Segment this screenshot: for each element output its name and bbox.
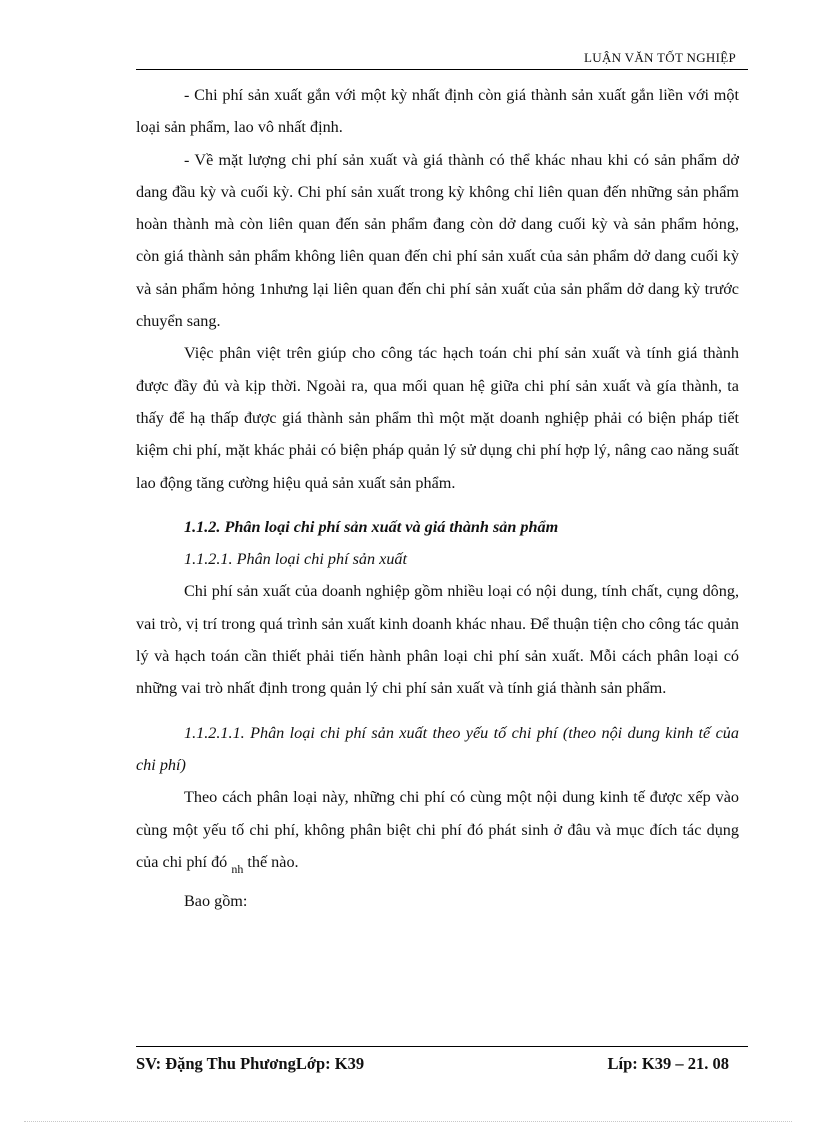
paragraph-2: - Về mặt lượng chi phí sản xuất và giá thành có thể khác nhau khi có sản phẩm dở dang đầu kỳ và cuối kỳ. Chi phí sản xuất trong kỳ không chỉ liên quan đến những sản phẩm hoàn thành mà còn liên quan đến sản phẩm đang còn dở dang cuối kỳ và sản phẩm hỏng, còn giá thành sản phẩm không liên quan đến chi phí sản xuất của sản phẩm dở dang cuối kỳ và sản phẩm hỏng 1nhưng lại liên quan đến chi phí sản xuất của sản phẩm dở dang kỳ trước chuyển sang. bbox=[136, 150, 739, 331]
footer-rule bbox=[136, 1046, 748, 1047]
paragraph-4: Chi phí sản xuất của doanh nghiệp gồm nhiều loại có nội dung, tính chất, cụng dông, vai trò, vị trí trong quá trình sản xuất kinh doanh khác nhau. Để thuận tiện cho công tác quản lý và hạch toán cần thiết phải tiến hành phân loại chi phí sản xuất. Mỗi cách phân loại có những vai trò nhất định trong quản lý chi phí sản xuất và tính giá thành sản phẩm. bbox=[136, 582, 739, 698]
subsection-heading-1-1-2-1-1: 1.1.2.1.1. Phân loại chi phí sản xuất theo yếu tố chi phí (theo nội dung kinh tế của chi phí) bbox=[136, 723, 739, 774]
paragraph-5 bbox=[136, 781, 739, 885]
header-rule bbox=[136, 69, 748, 70]
paragraph-6: Bao gồm: bbox=[184, 892, 248, 911]
footer-student-info: SV: Đặng Thu PhươngLớp: K39 bbox=[136, 1054, 365, 1073]
body-text bbox=[136, 79, 739, 917]
paragraph-1: - Chi phí sản xuất gắn với một kỳ nhất định còn giá thành sản xuất gắn liền với một loại sản phẩm, lao vô nhất định. bbox=[136, 86, 739, 137]
paragraph-5-end: thế nào. bbox=[247, 852, 299, 871]
paragraph-3: Việc phân việt trên giúp cho công tác hạch toán chi phí sản xuất và tính giá thành được đầy đủ và kịp thời. Ngoài ra, qua mối quan hệ giữa chi phí sản xuất và gía thành, ta thấy để hạ thấp được giá thành sản phẩm thì một mặt doanh nghiệp phải có biện pháp tiết kiệm chi phí, mặt khác phải có biện pháp quản lý sử dụng chi phí hợp lý, nâng cao năng suất lao động tăng cường hiệu quả sản xuất sản phẩm. bbox=[136, 344, 739, 492]
running-header-title: LUẬN VĂN TỐT NGHIỆP bbox=[584, 50, 736, 65]
paragraph-5-text: Theo cách phân loại này, những chi phí có cùng một nội dung kinh tế được xếp vào cùng một yếu tố chi phí, không phân biệt chi phí đó phát sinh ở đâu và mục đích tác dụng của chi phí đó bbox=[136, 788, 739, 871]
subsection-heading-1-1-2-1: 1.1.2.1. Phân loại chi phí sản xuất bbox=[184, 550, 408, 569]
footer-class-info: Líp: K39 – 21. 08 bbox=[607, 1054, 729, 1073]
section-heading-1-1-2: 1.1.2. Phân loại chi phí sản xuất và giá thành sản phẩm bbox=[184, 517, 559, 536]
inline-mark: nh bbox=[231, 861, 244, 876]
page-edge bbox=[24, 1121, 792, 1122]
